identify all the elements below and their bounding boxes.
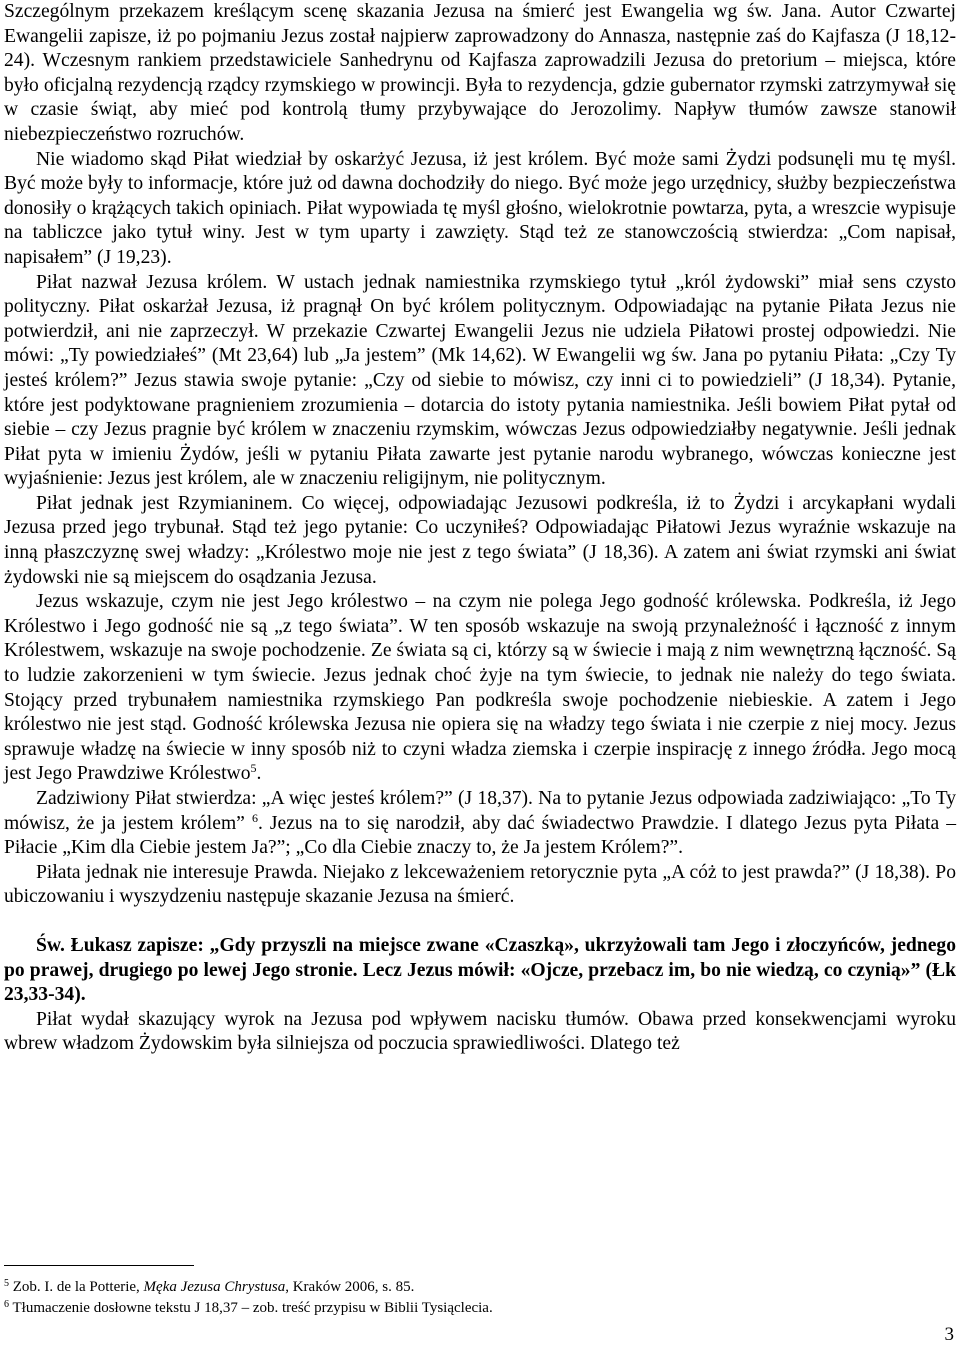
footnote-number: 6 [4,1299,9,1310]
paragraph-text: Zadziwiony Piłat stwierdza: „A więc jesteś królem?” (J 18,37). Na to pytanie Jezus odpowiada zadziwiająco: „To Ty mówisz, że ja jestem królem” [4,788,956,834]
footnote [4,1277,956,1298]
footnote-ref[interactable]: 5 [250,761,257,776]
bold-paragraph: Św. Łukasz zapisze: „Gdy przyszli na miejsce zwane «Czaszką», ukrzyżowali tam Jego i złoczyńców, jednego po prawej, drugiego po lewej Jego stronie. Lecz Jezus mówił: «Ojcze, przebacz im, bo nie wiedzą, co czynią»” (Łk 23,33-34). [4,934,956,1006]
document-page [4,0,956,1348]
paragraph: Szczególnym przekazem kreślącym scenę skazania Jezusa na śmierć jest Ewangelia wg św. Jana. Autor Czwartej Ewangelii zapisze, iż po pojmaniu Jezus został najpierw zaprowadzony do Annasza, następnie zaś do Kajfasza (J 18,12-24). Wczesnym rankiem przedstawiciele Sanhedrynu od Kajfasza zaprowadzili Jezusa do pretorium – miejsca, które było oficjalną rezydencją rządcy rzymskiego w prowincji. Była to rezydencja, gdzie gubernator rzymski zatrzymywał się w czasie świąt, aby mieć pod kontrolą tłumy przybywające do Jerozolimy. Napływ tłumów zawsze stanowił niebezpieczeństwo rozruchów. [4,1,956,145]
main-text [4,0,956,1057]
paragraph: Piłat nazwał Jezusa królem. W ustach jednak namiestnika rzymskiego tytuł „król żydowski” miał sens czysto polityczny. Piłat oskarżał Jezusa, iż pragnął On być królem politycznym. Odpowiadając na pytanie Piłata Jezus nie potwierdził, ani nie zaprzeczył. W przekazie Czwartej Ewangelii Jezus nie udziela Piłatowi prostej odpowiedzi. Nie mówi: „Ty powiedziałeś” (Mt 23,64) lub „Ja jestem” (Mk 14,62). W Ewangelii wg św. Jana po pytaniu Piłata: „Czy Ty jesteś królem?” Jezus stawia swoje pytanie: „Czy od siebie to mówisz, czy inni ci to powiedzieli” (J 18,34). Pytanie, które jest podyktowane pragnieniem zrozumienia – dotarcia do istoty pytania namiestnika. Jeśli bowiem Piłat pytał od siebie – czy Jezus pragnie być królem w znaczeniu rzymskim, wówczas Jezus odpowiedziałby negatywnie. Jeśli jednak Piłat pyta w imieniu Żydów, jeśli w pytaniu Piłata zawarte jest pytanie narodu wybranego, wówczas konieczne jest wyjaśnienie: Jezus jest królem, ale w znaczeniu religijnym, nie politycznym. [4,271,956,490]
footnote [4,1298,956,1319]
footnotes [4,1277,956,1319]
paragraph: Piłata jednak nie interesuje Prawda. Niejako z lekceważeniem retorycznie pyta „A cóż to jest prawda?” (J 18,38). Po ubiczowaniu i wyszydzeniu następuje skazanie Jezusa na śmierć. [4,861,956,908]
footnote-number: 5 [4,1278,9,1289]
footnote-separator [4,1265,194,1266]
footnote-ref[interactable]: 6 [251,810,258,825]
paragraph [4,590,956,787]
paragraph-text: Jezus wskazuje, czym nie jest Jego królestwo – na czym nie polega Jego godność królewska. Podkreśla, iż Jego Królestwo i Jego godność nie są „z tego świata”. W ten sposób wskazuje na swoją przynależność i łączność z innym Królestwem, wskazuje na swoje pochodzenie. Ze świata są ci, którzy są w świecie i mają z nim wewnętrzną łączność. Są to ludzie zakorzenieni w tym świecie. Jezus jednak choć żyje na tym świecie, to jednak nie należy do tego świata. Stojący przed trybunałem namiestnika rzymskiego Pan podkreśla swoje pochodzenie niebieskie. A zatem i Jego królestwo nie jest stąd. Godność królewska Jezusa nie opiera się na władzy tego świata i nie czerpie z niej mocy. Jezus sprawuje władzę na świecie w inny sposób niż to czyni władza ziemska i czerpie inspirację z innego źródła. Jego mocą jest Jego Prawdziwe Królestwo [4,591,956,785]
page-number: 3 [944,1324,954,1345]
paragraph [4,787,956,861]
paragraph-end: . [256,763,262,785]
paragraph: Nie wiadomo skąd Piłat wiedział by oskarżyć Jezusa, iż jest królem. Być może sami Żydzi podsunęli mu tę myśl. Być może były to informacje, które już od dawna dochodziły do niego. Być może jego urzędnicy, służby bezpieczeństwa donosiły o krążących takich opiniach. Piłat wypowiada tę myśl głośno, wielokrotnie powtarza, pyta, a wreszcie wypisuje na tabliczce jako tytuł winy. Jest w tym uparty i zawzięty. Stąd też ze stanowczością stwierdza: „Com napisał, napisałem” (J 19,23). [4,148,956,268]
footnote-text: Zob. I. de la Potterie, [12,1279,144,1295]
footnote-text: , Kraków 2006, s. 85. [285,1279,415,1295]
footnote-title: Męka Jezusa Chrystusa [143,1279,286,1295]
footnote-text: Tłumaczenie dosłowne tekstu J 18,37 – zob. treść przypisu w Biblii Tysiąclecia. [12,1300,493,1316]
paragraph-text: . Jezus na to się narodził, aby dać świadectwo Prawdzie. I dlatego Jezus pyta Piłata – Piłacie „Kim dla Ciebie jestem Ja?”; „Co dla Ciebie znaczy to, że Ja jestem Królem?”. [4,812,957,859]
paragraph: Piłat jednak jest Rzymianinem. Co więcej, odpowiadając Jezusowi podkreśla, iż to Żydzi i arcykapłani wydali Jezusa przed jego trybunał. Stąd też jego pytanie: Co uczyniłeś? Odpowiadając Piłatowi Jezus wyraźnie wskazuje na inną płaszczyznę swej władzy: „Królestwo moje nie jest z tego świata” (J 18,36). A zatem ani świat rzymski ani świat żydowski nie są miejscem do osądzania Jezusa. [4,492,956,588]
paragraph: Piłat wydał skazujący wyrok na Jezusa pod wpływem nacisku tłumów. Obawa przed konsekwencjami wyroku wbrew władzom Żydowskim była silniejsza od poczucia sprawiedliwości. Dlatego też [4,1008,956,1055]
